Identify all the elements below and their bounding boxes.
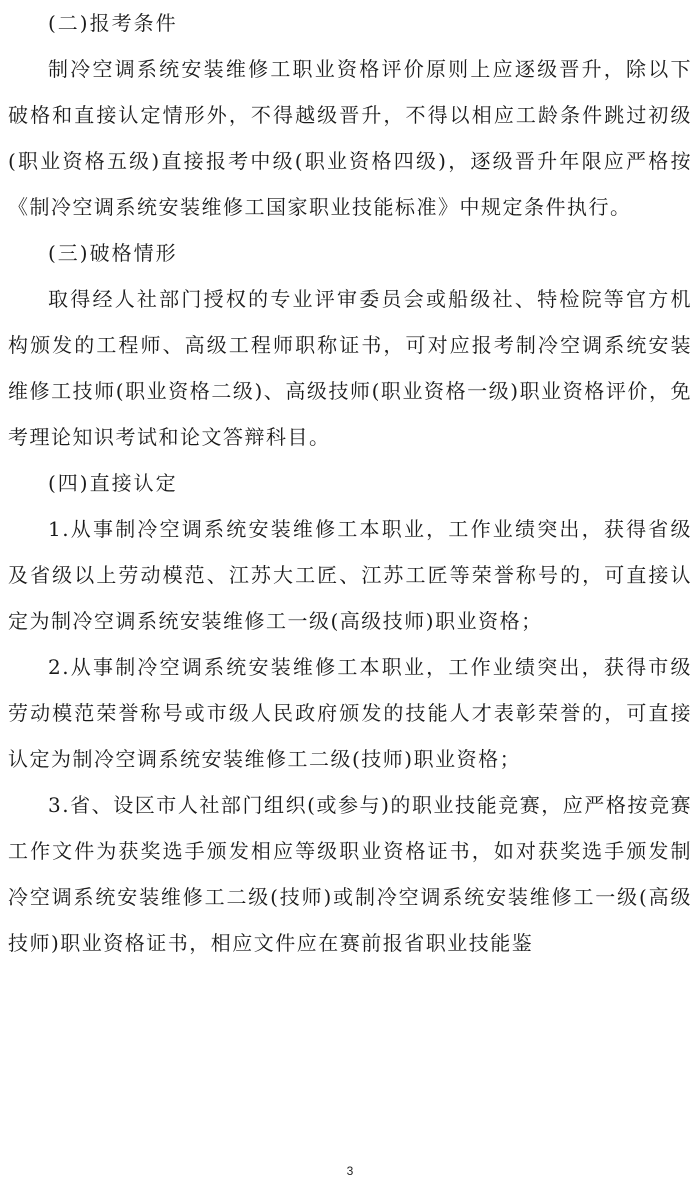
section-heading-application-conditions: (二)报考条件 <box>48 11 178 35</box>
paragraph-exceptional-cases: 取得经人社部门授权的专业评审委员会或船级社、特检院等官方机构颁发的工程师、高级工程师职称证书，可对应报考制冷空调系统安装维修工技师(职业资格二级)、高级技师(职业资格一级)职业资格评价，免考理论知识考试和论文答辩科目。 <box>8 287 692 449</box>
paragraph-direct-recognition-item-3: 3.省、设区市人社部门组织(或参与)的职业技能竞赛，应严格按竞赛工作文件为获奖选手颁发相应等级职业资格证书，如对获奖选手颁发制冷空调系统安装维修工二级(技师)或制冷空调系统安装维修工一级(高级技师)职业资格证书，相应文件应在赛前报省职业技能鉴 <box>8 793 692 955</box>
section-heading-direct-recognition: (四)直接认定 <box>48 471 178 495</box>
page-number: 3 <box>346 1164 354 1178</box>
document-body <box>8 0 692 966</box>
section-heading-exceptional-cases: (三)破格情形 <box>48 241 178 265</box>
paragraph-application-conditions: 制冷空调系统安装维修工职业资格评价原则上应逐级晋升，除以下破格和直接认定情形外，不得越级晋升，不得以相应工龄条件跳过初级(职业资格五级)直接报考中级(职业资格四级)，逐级晋升年限应严格按《制冷空调系统安装维修工国家职业技能标准》中规定条件执行。 <box>8 57 692 219</box>
paragraph-direct-recognition-item-2: 2.从事制冷空调系统安装维修工本职业，工作业绩突出，获得市级劳动模范荣誉称号或市级人民政府颁发的技能人才表彰荣誉的，可直接认定为制冷空调系统安装维修工二级(技师)职业资格； <box>8 655 692 771</box>
paragraph-direct-recognition-item-1: 1.从事制冷空调系统安装维修工本职业，工作业绩突出，获得省级及省级以上劳动模范、江苏大工匠、江苏工匠等荣誉称号的，可直接认定为制冷空调系统安装维修工一级(高级技师)职业资格； <box>8 517 692 633</box>
